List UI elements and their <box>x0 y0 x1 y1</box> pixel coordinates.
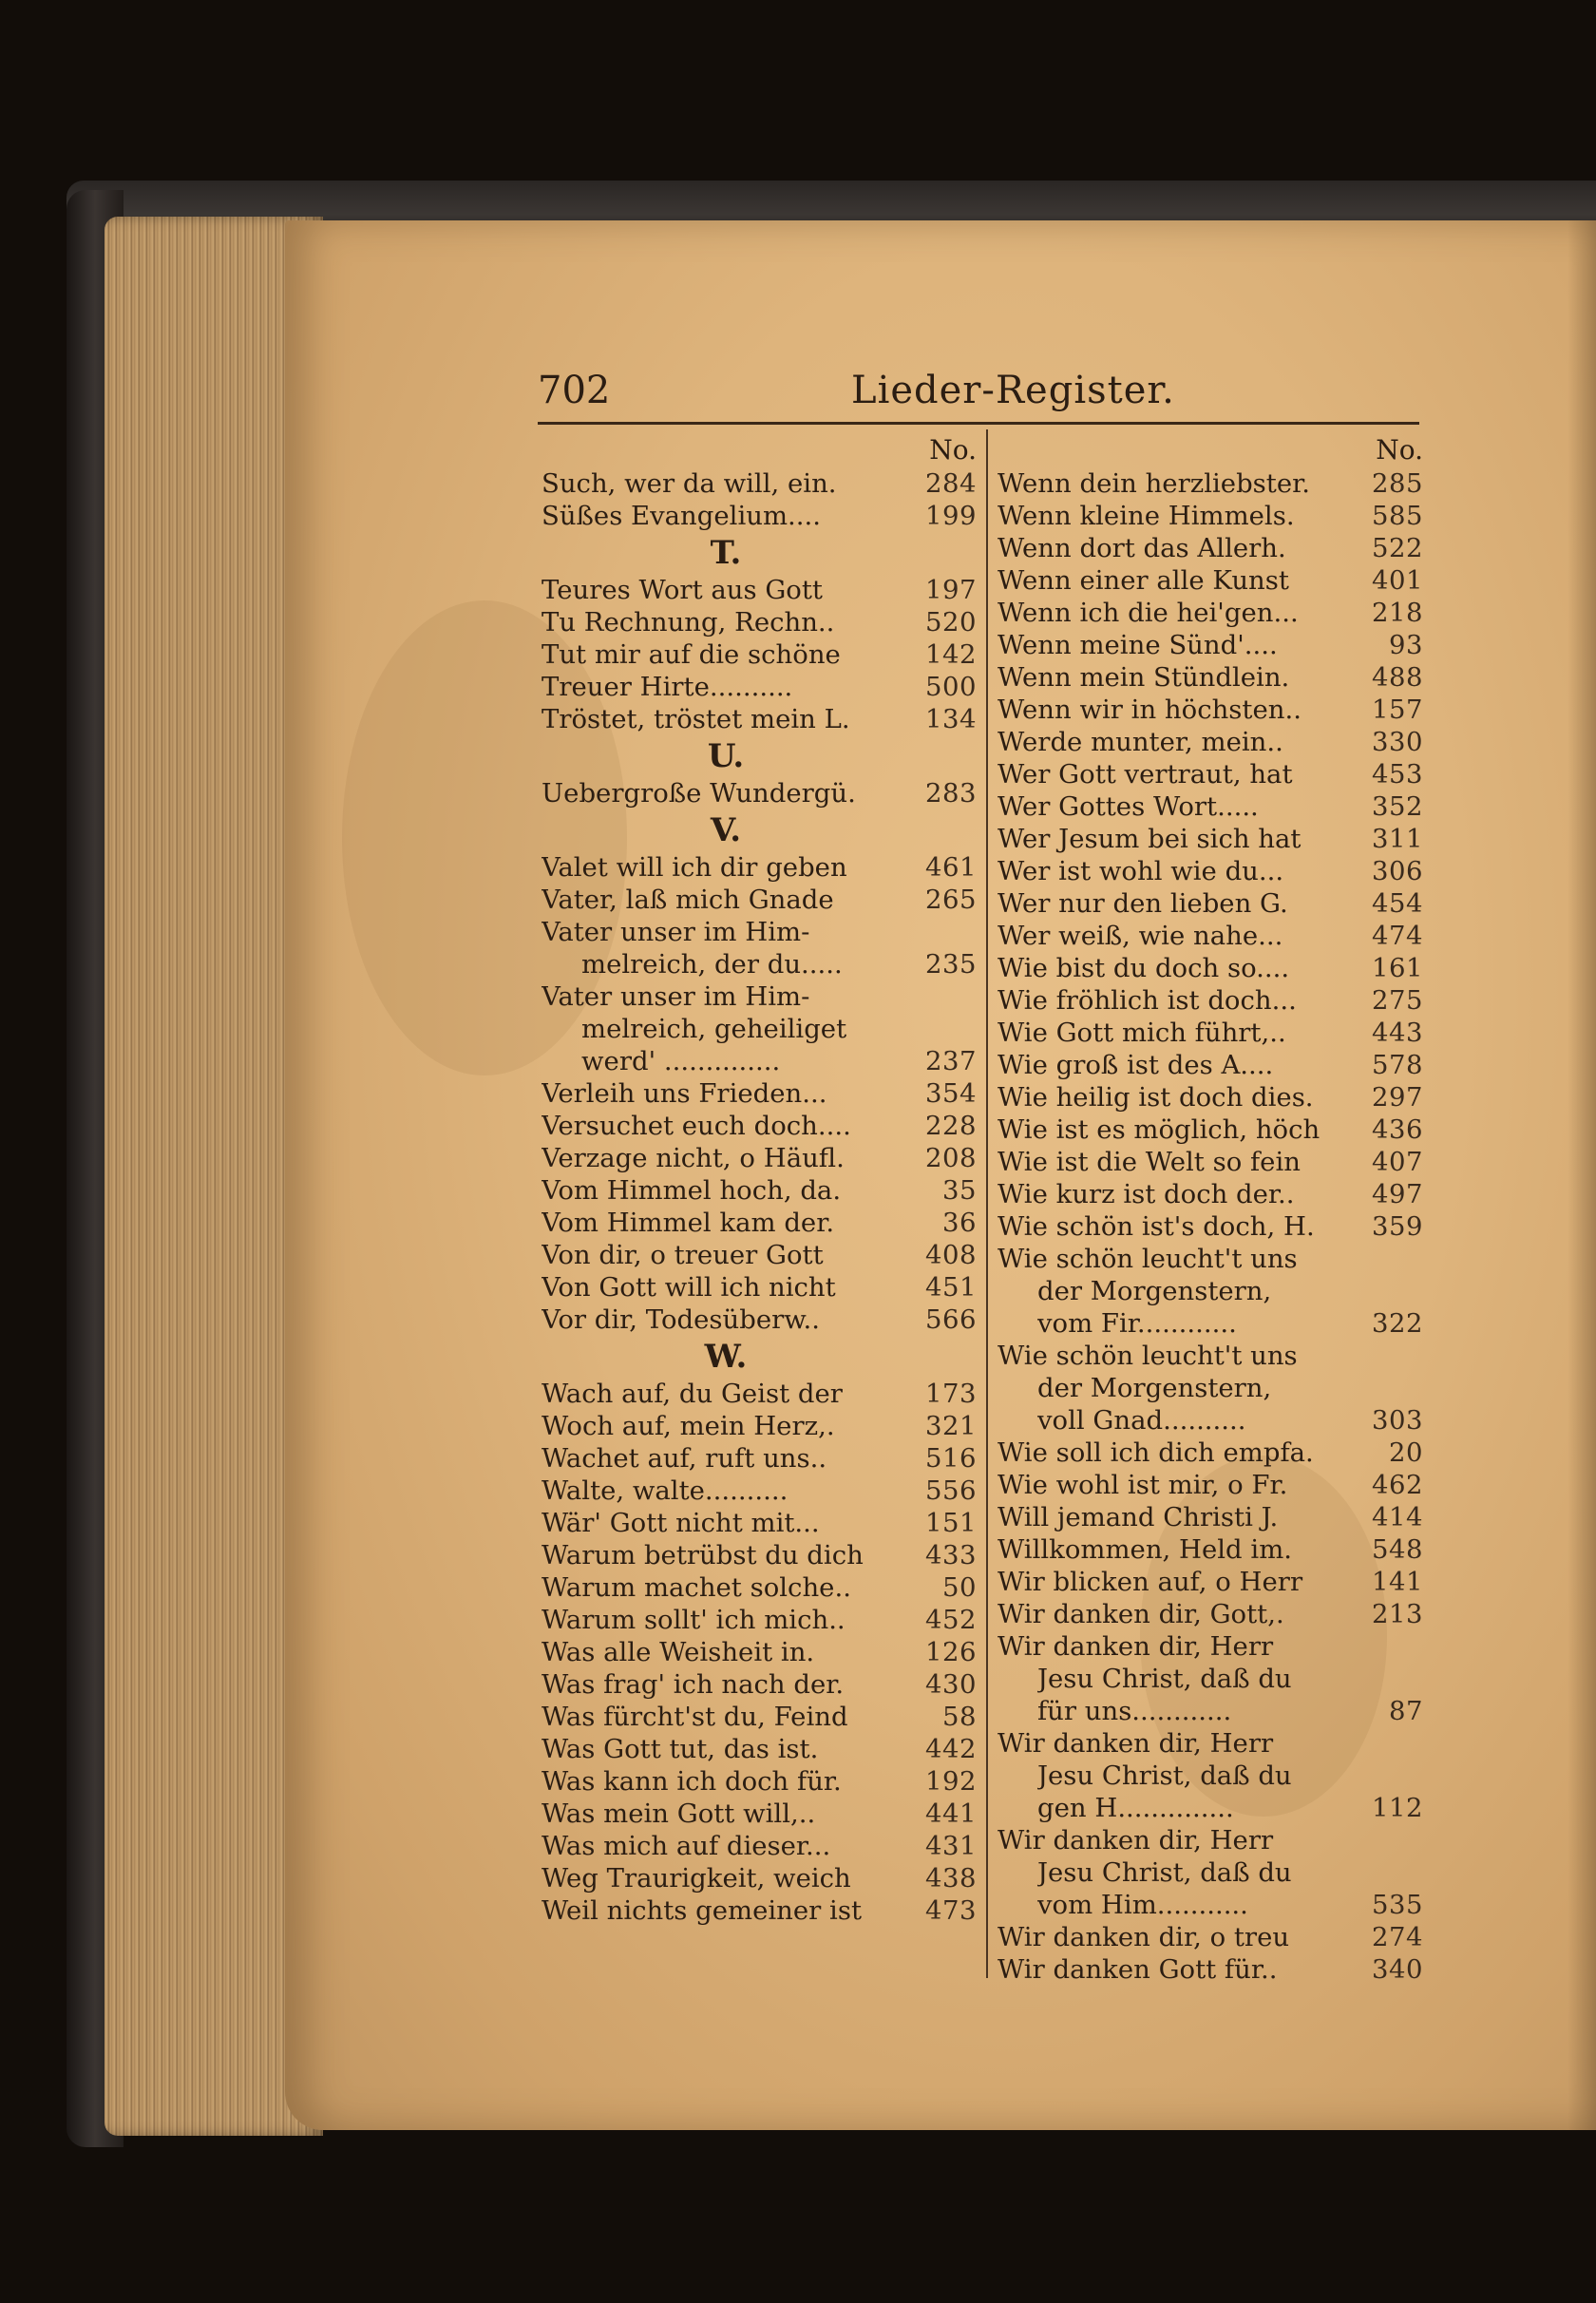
hymn-title: Weil nichts gemeiner ist <box>542 1895 863 1926</box>
hymn-number: 535 <box>1372 1890 1423 1920</box>
hymn-title: Wir danken dir, Gott,. <box>998 1599 1284 1629</box>
index-entry <box>998 1921 1423 1953</box>
hymn-number: 442 <box>925 1734 977 1764</box>
index-entry <box>998 1598 1423 1630</box>
hymn-number: 454 <box>1372 888 1423 919</box>
hymn-number: 354 <box>925 1078 977 1109</box>
hymn-number: 192 <box>925 1766 977 1797</box>
index-entry <box>998 1210 1423 1243</box>
hymn-number: 297 <box>1372 1082 1423 1113</box>
section-letter: V. <box>710 811 742 849</box>
index-entry <box>542 1239 977 1271</box>
hymn-title: Wenn mein Stündlein. <box>998 662 1290 693</box>
hymn-title: der Morgenstern, <box>1037 1373 1272 1403</box>
hymn-number: 93 <box>1389 630 1423 660</box>
index-entry-continuation <box>998 1792 1423 1824</box>
hymn-title: Wachet auf, ruft uns.. <box>542 1443 827 1474</box>
hymn-title: Vom Himmel hoch, da. <box>542 1175 842 1206</box>
hymn-number: 408 <box>925 1240 977 1270</box>
hymn-number: 35 <box>942 1175 977 1206</box>
index-entry <box>998 952 1423 984</box>
hymn-number: 58 <box>942 1702 977 1732</box>
index-entry <box>998 1501 1423 1533</box>
index-entry <box>998 1469 1423 1501</box>
index-entry <box>542 1701 977 1733</box>
hymn-title: Was frag' ich nach der. <box>542 1669 845 1700</box>
hymn-title: Wir danken dir, o treu <box>998 1922 1290 1952</box>
hymn-number: 516 <box>925 1443 977 1474</box>
hymn-number: 407 <box>1372 1147 1423 1177</box>
hymn-number: 142 <box>925 639 977 670</box>
index-entry-continuation <box>998 1663 1423 1695</box>
hymn-number: 436 <box>1372 1114 1423 1145</box>
index-entry-continuation <box>998 1404 1423 1437</box>
hymn-number: 520 <box>925 607 977 638</box>
hymn-title: Von dir, o treuer Gott <box>542 1240 824 1270</box>
index-entry <box>542 1765 977 1798</box>
index-entry <box>998 920 1423 952</box>
hymn-number: 474 <box>1372 921 1423 951</box>
hymn-title: Wär' Gott nicht mit... <box>542 1508 820 1538</box>
hymn-title: Vater unser im Him- <box>542 981 810 1012</box>
hymn-number: 500 <box>925 672 977 702</box>
hymn-title: Teures Wort aus Gott <box>542 575 823 605</box>
index-entry-continuation <box>998 1307 1423 1340</box>
hymn-title: Woch auf, mein Herz,. <box>542 1411 835 1441</box>
index-entry <box>542 884 977 916</box>
hymn-title: Wir danken dir, Herr <box>998 1631 1274 1662</box>
index-entry <box>542 1862 977 1894</box>
index-entry <box>542 606 977 638</box>
hymn-number: 311 <box>1372 824 1423 854</box>
index-entry <box>542 1636 977 1668</box>
section-letter: W. <box>704 1338 748 1376</box>
hymn-number: 352 <box>1372 791 1423 822</box>
number-column-label: No. <box>929 434 977 466</box>
hymn-title: Weg Traurigkeit, weich <box>542 1863 851 1894</box>
index-entry <box>542 980 977 1013</box>
hymn-number: 208 <box>925 1143 977 1173</box>
hymn-number: 285 <box>1372 468 1423 499</box>
hymn-title: Wie heilig ist doch dies. <box>998 1082 1314 1113</box>
hymn-title: Wie schön leucht't uns <box>998 1244 1298 1274</box>
hymn-title: Wir danken dir, Herr <box>998 1825 1274 1856</box>
hymn-title: Wenn ich die hei'gen... <box>998 598 1299 628</box>
hymn-number: 20 <box>1389 1437 1423 1468</box>
index-entry <box>542 1271 977 1304</box>
hymn-title: Wie schön ist's doch, H. <box>998 1211 1315 1242</box>
index-entry <box>998 1727 1423 1760</box>
hymn-title: Jesu Christ, daß du <box>1037 1857 1292 1888</box>
hymn-title: Wie groß ist des A.... <box>998 1050 1274 1080</box>
hymn-number: 522 <box>1372 533 1423 563</box>
hymn-number: 497 <box>1372 1179 1423 1209</box>
hymn-title: Wir danken Gott für.. <box>998 1954 1278 1985</box>
hymn-title: Wer Gott vertraut, hat <box>998 759 1293 790</box>
hymn-title: Verzage nicht, o Häufl. <box>542 1143 845 1173</box>
hymn-number: 340 <box>1372 1954 1423 1985</box>
hymn-number: 461 <box>925 852 977 883</box>
hymn-title: Will jemand Christi J. <box>998 1502 1279 1532</box>
index-entry <box>542 638 977 671</box>
section-letter: U. <box>707 737 745 775</box>
hymn-number: 157 <box>1372 695 1423 725</box>
hymn-title: Süßes Evangelium.... <box>542 501 821 531</box>
hymn-number: 321 <box>925 1411 977 1441</box>
hymn-number: 462 <box>1372 1470 1423 1500</box>
index-entry <box>542 1668 977 1701</box>
hymn-title: für uns............ <box>1037 1696 1232 1726</box>
index-entry <box>998 694 1423 726</box>
page-number: 702 <box>538 369 611 412</box>
hymn-number: 161 <box>1372 953 1423 983</box>
index-entry <box>998 1437 1423 1469</box>
hymn-number: 306 <box>1372 856 1423 886</box>
hymn-number: 173 <box>925 1379 977 1409</box>
hymn-title: Wach auf, du Geist der <box>542 1379 843 1409</box>
hymn-title: Wer weiß, wie nahe... <box>998 921 1283 951</box>
index-entry <box>998 597 1423 629</box>
index-entry-continuation <box>998 1889 1423 1921</box>
index-entry <box>542 1174 977 1207</box>
hymn-title: Warum sollt' ich mich.. <box>542 1605 846 1635</box>
hymn-title: Tröstet, tröstet mein L. <box>542 704 850 734</box>
hymn-number: 359 <box>1372 1211 1423 1242</box>
hymn-title: Jesu Christ, daß du <box>1037 1761 1292 1791</box>
hymn-number: 451 <box>925 1272 977 1303</box>
index-entry <box>998 1340 1423 1372</box>
hymn-title: Such, wer da will, ein. <box>542 468 837 499</box>
index-entry <box>998 758 1423 790</box>
hymn-number: 274 <box>1372 1922 1423 1952</box>
hymn-number: 112 <box>1372 1793 1423 1823</box>
index-entry <box>542 1142 977 1174</box>
hymn-title: Wie soll ich dich empfa. <box>998 1437 1314 1468</box>
hymn-title: melreich, der du..... <box>581 949 843 980</box>
index-entry <box>998 1243 1423 1275</box>
index-entry <box>542 1410 977 1442</box>
hymn-title: Uebergroße Wundergü. <box>542 778 856 809</box>
hymn-title: Willkommen, Held im. <box>998 1534 1293 1565</box>
index-entry <box>542 1798 977 1830</box>
column-divider <box>986 429 988 1978</box>
hymn-title: Wer nur den lieben G. <box>998 888 1288 919</box>
hymn-number: 431 <box>925 1831 977 1861</box>
index-entry <box>998 1824 1423 1856</box>
index-entry <box>542 1077 977 1110</box>
hymn-number: 134 <box>925 704 977 734</box>
index-entry <box>998 1953 1423 1986</box>
hymn-title: Tut mir auf die schöne <box>542 639 841 670</box>
hymn-title: Von Gott will ich nicht <box>542 1272 836 1303</box>
index-entry <box>542 1378 977 1410</box>
index-entry <box>998 1113 1423 1146</box>
hymn-title: Was mein Gott will,.. <box>542 1799 816 1829</box>
hymn-title: Was fürcht'st du, Feind <box>542 1702 848 1732</box>
hymn-title: Tu Rechnung, Rechn.. <box>542 607 835 638</box>
index-entry <box>998 887 1423 920</box>
hymn-number: 303 <box>1372 1405 1423 1436</box>
index-entry <box>998 1146 1423 1178</box>
hymn-title: Wer ist wohl wie du... <box>998 856 1284 886</box>
hymn-title: Wenn meine Sünd'.... <box>998 630 1278 660</box>
hymn-title: vom Fir............ <box>1037 1308 1237 1339</box>
index-entry <box>542 1442 977 1475</box>
index-entry <box>998 726 1423 758</box>
index-entry <box>542 1733 977 1765</box>
hymn-number: 578 <box>1372 1050 1423 1080</box>
hymn-number: 548 <box>1372 1534 1423 1565</box>
page-header <box>538 365 1419 422</box>
hymn-title: Wenn wir in höchsten.. <box>998 695 1302 725</box>
index-entry <box>542 851 977 884</box>
hymn-number: 585 <box>1372 501 1423 531</box>
hymn-title: Wenn kleine Himmels. <box>998 501 1295 531</box>
hymn-number: 414 <box>1372 1502 1423 1532</box>
index-entry <box>998 532 1423 564</box>
hymn-number: 473 <box>925 1895 977 1926</box>
hymn-title: Was alle Weisheit in. <box>542 1637 815 1667</box>
hymn-title: Was Gott tut, das ist. <box>542 1734 819 1764</box>
hymn-title: Valet will ich dir geben <box>542 852 847 883</box>
hymn-title: Wie fröhlich ist doch... <box>998 985 1297 1016</box>
hymn-number: 433 <box>925 1540 977 1570</box>
section-letter: T. <box>710 534 742 572</box>
hymn-title: Wir blicken auf, o Herr <box>998 1567 1303 1597</box>
index-entry <box>542 1110 977 1142</box>
index-entry-continuation <box>542 948 977 980</box>
hymn-title: Wie schön leucht't uns <box>998 1341 1298 1371</box>
hymn-title: der Morgenstern, <box>1037 1276 1272 1306</box>
number-column-label: No. <box>1376 434 1423 466</box>
right-column <box>998 433 1423 1986</box>
page-title: Lieder-Register. <box>851 369 1175 412</box>
page-curl-shadow <box>1568 220 1596 2130</box>
index-entry <box>998 1630 1423 1663</box>
hymn-title: Jesu Christ, daß du <box>1037 1664 1292 1694</box>
index-entry <box>998 629 1423 661</box>
hymn-title: Vor dir, Todesüberw.. <box>542 1304 821 1335</box>
index-entry <box>998 1566 1423 1598</box>
hymn-title: Wer Jesum bei sich hat <box>998 824 1302 854</box>
hymn-title: Was mich auf dieser... <box>542 1831 831 1861</box>
index-entry <box>542 500 977 532</box>
hymn-title: Wenn einer alle Kunst <box>998 565 1289 596</box>
hymn-title: Wie ist es möglich, höch <box>998 1114 1320 1145</box>
hymn-number: 237 <box>925 1046 977 1076</box>
index-entry-continuation <box>998 1372 1423 1404</box>
hymn-number: 218 <box>1372 598 1423 628</box>
hymn-number: 283 <box>925 778 977 809</box>
left-column <box>542 433 977 1927</box>
hymn-number: 50 <box>942 1572 977 1603</box>
index-entry-continuation <box>998 1275 1423 1307</box>
index-entry-continuation <box>542 1013 977 1045</box>
hymn-number: 322 <box>1372 1308 1423 1339</box>
hymn-title: werd' .............. <box>581 1046 781 1076</box>
hymn-title: Treuer Hirte.......... <box>542 672 793 702</box>
index-entry <box>542 467 977 500</box>
index-entry <box>998 500 1423 532</box>
hymn-number: 488 <box>1372 662 1423 693</box>
index-entry <box>542 1539 977 1571</box>
index-entry <box>998 661 1423 694</box>
index-entry <box>998 1017 1423 1049</box>
index-entry <box>998 790 1423 823</box>
index-entry <box>542 1304 977 1336</box>
hymn-number: 265 <box>925 885 977 915</box>
hymn-title: Wir danken dir, Herr <box>998 1728 1274 1759</box>
index-entry <box>998 1533 1423 1566</box>
hymn-title: Wer Gottes Wort..... <box>998 791 1259 822</box>
index-entry <box>998 823 1423 855</box>
index-entry-continuation <box>998 1695 1423 1727</box>
hymn-title: Warum betrübst du dich <box>542 1540 864 1570</box>
hymn-title: Wie bist du doch so.... <box>998 953 1290 983</box>
hymn-number: 141 <box>1372 1567 1423 1597</box>
hymn-title: Vom Himmel kam der. <box>542 1208 835 1238</box>
hymn-number: 441 <box>925 1799 977 1829</box>
hymn-number: 228 <box>925 1111 977 1141</box>
hymn-title: vom Him........... <box>1037 1890 1248 1920</box>
hymn-number: 401 <box>1372 565 1423 596</box>
hymn-number: 235 <box>925 949 977 980</box>
hymn-title: Walte, walte.......... <box>542 1475 788 1506</box>
hymn-title: Wie ist die Welt so fein <box>998 1147 1301 1177</box>
index-entry <box>542 574 977 606</box>
index-entry-continuation <box>998 1856 1423 1889</box>
hymn-title: Vater unser im Him- <box>542 917 810 947</box>
index-entry <box>542 916 977 948</box>
index-entry <box>998 1081 1423 1113</box>
index-entry <box>542 1830 977 1862</box>
hymn-number: 151 <box>925 1508 977 1538</box>
index-entry <box>542 1894 977 1927</box>
index-entry <box>542 703 977 735</box>
hymn-number: 452 <box>925 1605 977 1635</box>
hymn-title: Wenn dein herzliebster. <box>998 468 1310 499</box>
index-entry <box>998 855 1423 887</box>
index-entry <box>542 1475 977 1507</box>
hymn-number: 330 <box>1372 727 1423 757</box>
index-entry <box>998 1178 1423 1210</box>
index-entry <box>998 564 1423 597</box>
hymn-number: 566 <box>925 1304 977 1335</box>
hymn-number: 197 <box>925 575 977 605</box>
hymn-number: 199 <box>925 501 977 531</box>
hymn-title: melreich, geheiliget <box>581 1014 847 1044</box>
hymn-title: voll Gnad.......... <box>1037 1405 1246 1436</box>
hymn-title: Wenn dort das Allerh. <box>998 533 1286 563</box>
index-entry-continuation <box>542 1045 977 1077</box>
index-entry <box>542 1604 977 1636</box>
index-entry <box>542 1507 977 1539</box>
hymn-title: Wie kurz ist doch der.. <box>998 1179 1295 1209</box>
hymn-title: Versuchet euch doch.... <box>542 1111 851 1141</box>
hymn-title: Wie wohl ist mir, o Fr. <box>998 1470 1288 1500</box>
hymn-number: 87 <box>1389 1696 1423 1726</box>
index-entry <box>998 1049 1423 1081</box>
index-entry <box>542 671 977 703</box>
hymn-title: gen H.............. <box>1037 1793 1234 1823</box>
hymn-number: 275 <box>1372 985 1423 1016</box>
hymn-title: Vater, laß mich Gnade <box>542 885 834 915</box>
index-entry-continuation <box>998 1760 1423 1792</box>
index-entry <box>542 1571 977 1604</box>
index-entry <box>998 467 1423 500</box>
header-rule <box>538 422 1419 425</box>
hymn-number: 126 <box>925 1637 977 1667</box>
right-entries <box>998 467 1423 1986</box>
hymn-number: 443 <box>1372 1018 1423 1048</box>
index-entry <box>542 1207 977 1239</box>
hymn-title: Was kann ich doch für. <box>542 1766 842 1797</box>
index-entry <box>542 777 977 809</box>
hymn-title: Wie Gott mich führt,.. <box>998 1018 1286 1048</box>
hymn-title: Verleih uns Frieden... <box>542 1078 827 1109</box>
hymn-number: 284 <box>925 468 977 499</box>
hymn-number: 213 <box>1372 1599 1423 1629</box>
hymn-number: 438 <box>925 1863 977 1894</box>
index-entry <box>998 984 1423 1017</box>
hymn-number: 556 <box>925 1475 977 1506</box>
hymn-title: Warum machet solche.. <box>542 1572 851 1603</box>
hymn-title: Werde munter, mein.. <box>998 727 1283 757</box>
left-entries <box>542 467 977 1927</box>
hymn-number: 36 <box>942 1208 977 1238</box>
hymn-number: 453 <box>1372 759 1423 790</box>
hymn-number: 430 <box>925 1669 977 1700</box>
